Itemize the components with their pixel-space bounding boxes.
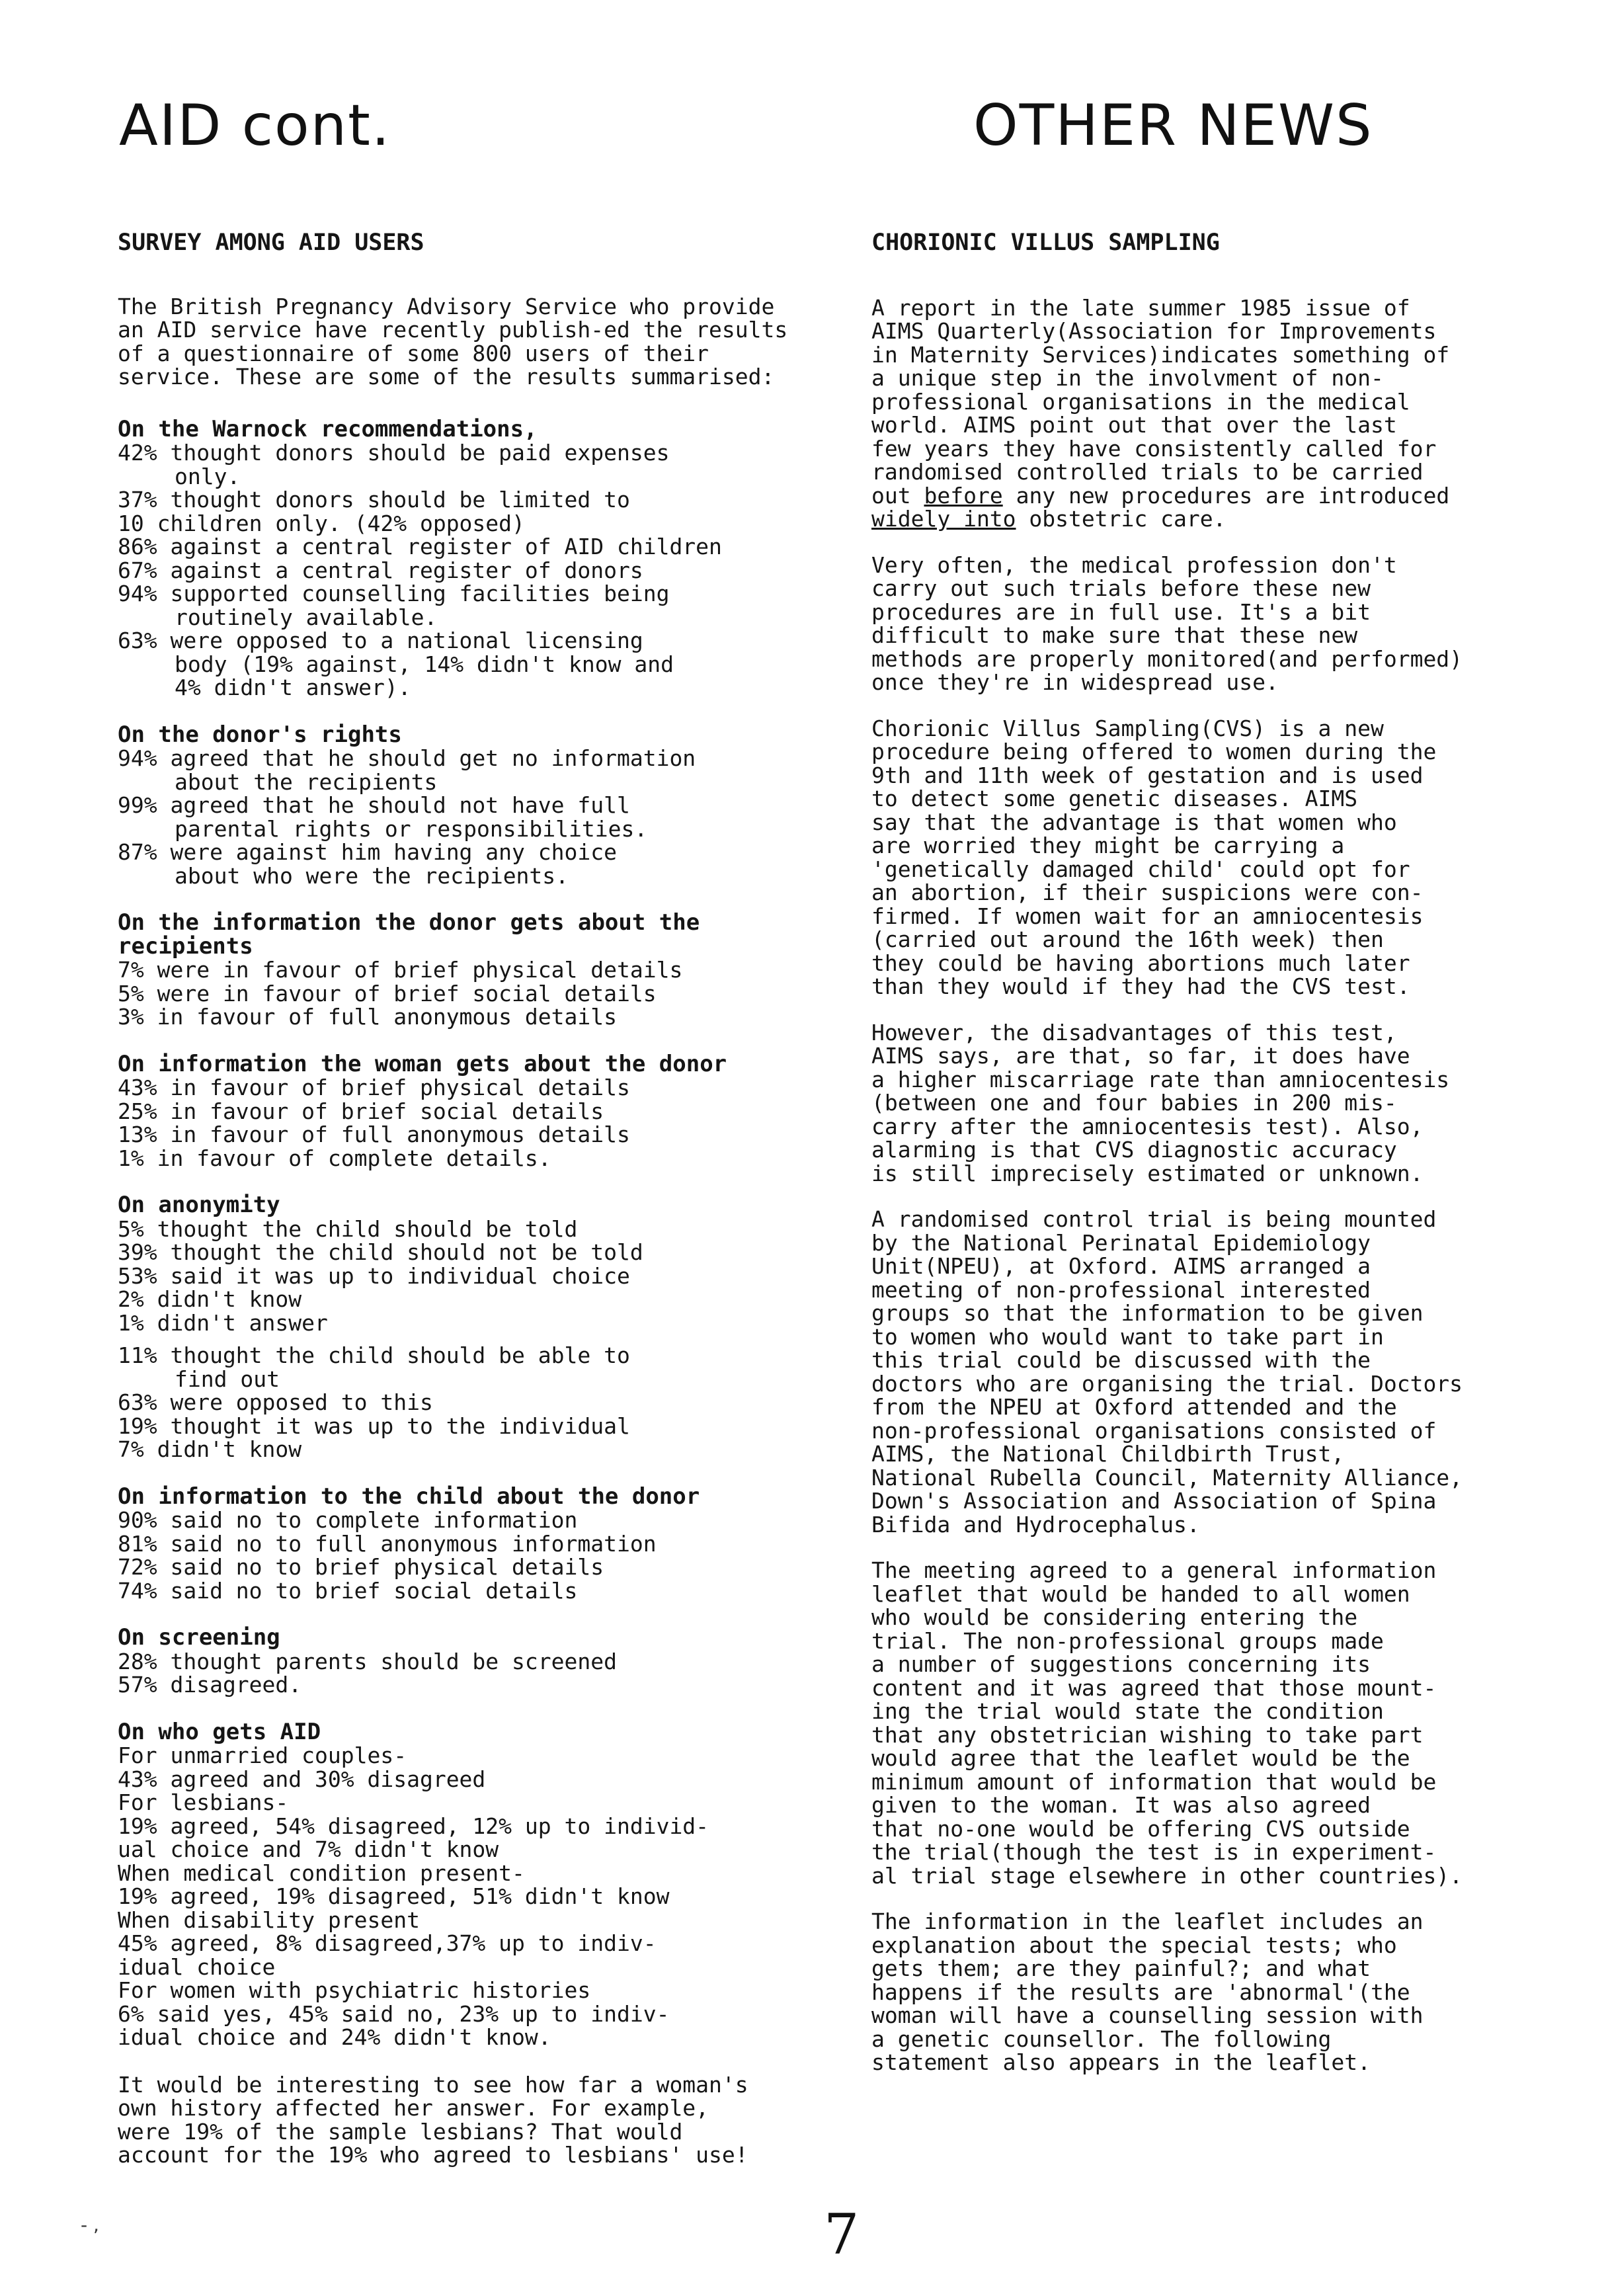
section-child-info bbox=[118, 1485, 805, 1603]
stat-line: 7% didn't know bbox=[118, 1436, 302, 1462]
section-who-gets-aid bbox=[118, 1718, 805, 2050]
stat-line: 43% in favour of brief physical details bbox=[118, 1075, 630, 1100]
text-line: ing the trial would state the condition bbox=[871, 1698, 1384, 1724]
page-number: 7 bbox=[824, 2202, 860, 2267]
stat-line: 74% said no to brief social details bbox=[118, 1577, 578, 1604]
text-line: Bifida and Hydrocephalus. bbox=[871, 1511, 1200, 1538]
stat-line: 5% thought the child should be told bbox=[118, 1215, 578, 1242]
stat-line: 7% were in favour of brief physical details bbox=[118, 957, 683, 983]
stat-line: ual choice and 7% didn't know bbox=[118, 1836, 499, 1862]
text-line: say that the advantage is that women who bbox=[871, 809, 1397, 835]
stat-line: 19% agreed, 19% disagreed, 51% didn't know bbox=[118, 1883, 670, 1909]
right-column bbox=[871, 231, 1533, 2097]
stat-line: For lesbians- bbox=[118, 1789, 289, 1815]
text-line: this trial could be discussed with the bbox=[871, 1347, 1371, 1373]
stat-line: 43% agreed and 30% disagreed bbox=[118, 1766, 486, 1792]
stat-line: When disability present bbox=[118, 1906, 420, 1933]
text-line bbox=[871, 507, 1533, 531]
text-line: than they would if they had the CVS test. bbox=[871, 973, 1410, 999]
text-line: non-professional organisations consisted of bbox=[871, 1417, 1437, 1444]
stat-line: 42% thought donors should be paid expenses bbox=[118, 440, 670, 466]
stat-line: 63% were opposed to a national licensing bbox=[118, 628, 643, 653]
text-line: few years they have consistently called for bbox=[871, 435, 1437, 462]
stat-line: body (19% against, 14% didn't know and bbox=[175, 651, 674, 677]
text-line: National Rubella Council, Maternity Alliance, bbox=[871, 1464, 1463, 1491]
text-line: once they're in widespread use. bbox=[871, 669, 1279, 695]
stat-line: 53% said it was up to individual choice bbox=[118, 1262, 630, 1289]
text-line: 9th and 11th week of gestation and is used bbox=[871, 762, 1424, 788]
text-line: groups so that the information to be given bbox=[871, 1300, 1424, 1326]
text-line: that no-one would be offering CVS outside bbox=[871, 1815, 1410, 1842]
text-line: 'genetically damaged child' could opt for bbox=[871, 856, 1410, 882]
section-donor-rights bbox=[118, 723, 805, 888]
survey-intro: The British Pregnancy Advisory Service who provide an AID service have recently publish-ed the results of a questionnaire of some 800 users of their service. These are some of the results summarised: bbox=[118, 293, 788, 390]
stat-line: When medical condition present- bbox=[118, 1860, 525, 1886]
stat-line: 25% in favour of brief social details bbox=[118, 1098, 604, 1124]
text-line: they could be having abortions much later bbox=[871, 950, 1410, 976]
text-line: a number of suggestions concerning its bbox=[871, 1651, 1371, 1677]
text-line: a higher miscarriage rate than amniocentesis bbox=[871, 1066, 1450, 1092]
text-line: AIMS says, are that, so far, it does have bbox=[871, 1043, 1410, 1069]
section-heading: On the Warnock recommendations, bbox=[118, 415, 538, 442]
text-line: firmed. If women wait for an amniocentesis bbox=[871, 903, 1424, 929]
stat-line: 87% were against him having any choice bbox=[118, 839, 617, 865]
stat-line: 5% were in favour of brief social details bbox=[118, 980, 657, 1006]
stat-line: For unmarried couples- bbox=[118, 1742, 407, 1768]
text-line: (carried out around the 16th week) then bbox=[871, 926, 1384, 952]
stat-line: 99% agreed that he should not have full bbox=[118, 792, 630, 818]
left-section-heading: AID cont. bbox=[119, 93, 391, 159]
section-warnock bbox=[118, 415, 805, 700]
stat-line: 57% disagreed. bbox=[118, 1672, 302, 1698]
text-line: The meeting agreed to a general information bbox=[871, 1557, 1437, 1583]
text-line: woman will have a counselling session with bbox=[871, 2002, 1424, 2028]
stat-line: find out bbox=[175, 1366, 280, 1392]
text-line: Very often, the medical profession don't bbox=[871, 552, 1397, 578]
stat-line: 28% thought parents should be screened bbox=[118, 1648, 617, 1674]
text-line: a unique step in the involvment of non- bbox=[871, 365, 1384, 391]
stat-line: 67% against a central register of donors bbox=[118, 557, 643, 583]
stat-line: 13% in favour of full anonymous details bbox=[118, 1122, 630, 1147]
left-column bbox=[118, 231, 805, 2191]
text-line: It would be interesting to see how far a woman's bbox=[118, 2071, 748, 2098]
text-line: world. AIMS point out that over the last bbox=[871, 412, 1397, 438]
text-line: in Maternity Services)indicates something of bbox=[871, 341, 1450, 368]
text-line: meeting of non-professional interested bbox=[871, 1276, 1371, 1303]
stat-line: For women with psychiatric histories bbox=[118, 1977, 591, 2003]
text-line: statement also appears in the leaflet. bbox=[871, 2049, 1371, 2075]
stat-line: 37% thought donors should be limited to bbox=[118, 487, 630, 512]
cvs-paragraph-1 bbox=[871, 296, 1533, 531]
stat-line: about the recipients bbox=[175, 768, 438, 795]
text-line: carry out such trials before these new bbox=[871, 575, 1371, 601]
right-section-heading: OTHER NEWS bbox=[973, 93, 1373, 159]
text-line: given to the woman. It was also agreed bbox=[871, 1792, 1371, 1818]
stat-line: 81% said no to full anonymous information bbox=[118, 1530, 657, 1557]
stat-line: 94% agreed that he should get no information bbox=[118, 745, 696, 771]
text-line: carry after the amniocentesis test). Also, bbox=[871, 1113, 1424, 1139]
cvs-paragraph-5 bbox=[871, 1208, 1533, 1536]
stat-line: 3% in favour of full anonymous details bbox=[118, 1004, 617, 1030]
text-line: content and it was agreed that those mount- bbox=[871, 1674, 1437, 1701]
text-line: trial. The non-professional groups made bbox=[871, 1627, 1384, 1654]
text-line: AIMS Quarterly(Association for Improvements bbox=[871, 318, 1437, 344]
text-line: The information in the leaflet includes an bbox=[871, 1908, 1424, 1934]
text-line: Unit(NPEU), at Oxford. AIMS arranged a bbox=[871, 1253, 1371, 1279]
text-line: Down's Association and Association of Spina bbox=[871, 1488, 1437, 1514]
text-line: would agree that the leaflet would be the bbox=[871, 1745, 1410, 1771]
closing-comment bbox=[118, 2073, 805, 2167]
section-woman-info bbox=[118, 1050, 805, 1171]
text-line: procedures are in full use. It's a bit bbox=[871, 598, 1371, 625]
stat-line: 90% said no to complete information bbox=[118, 1507, 578, 1533]
text-line: that any obstetrician wishing to take part bbox=[871, 1721, 1424, 1748]
stat-line: routinely available. bbox=[175, 604, 438, 630]
text-line: doctors who are organising the trial. Doctors bbox=[871, 1370, 1463, 1397]
stat-line: 94% supported counselling facilities being bbox=[118, 581, 670, 606]
stat-line: 39% thought the child should not be told bbox=[118, 1239, 643, 1265]
text-line: a genetic counsellor. The following bbox=[871, 2026, 1332, 2052]
text-line: A randomised control trial is being mounted bbox=[871, 1206, 1437, 1232]
cvs-paragraph-3 bbox=[871, 717, 1533, 999]
text-line: from the NPEU at Oxford attended and the bbox=[871, 1394, 1397, 1420]
text-line: A report in the late summer 1985 issue of bbox=[871, 294, 1410, 321]
stat-line: idual choice bbox=[118, 1953, 276, 1980]
section-heading: On the information the donor gets about the recipients bbox=[118, 909, 700, 960]
text-line: leaflet that would be handed to all women bbox=[871, 1580, 1410, 1607]
stat-line: 6% said yes, 45% said no, 23% up to indiv- bbox=[118, 2000, 670, 2027]
section-anonymity bbox=[118, 1194, 805, 1461]
text-line: who would be considering entering the bbox=[871, 1604, 1358, 1630]
stat-line: 86% against a central register of AID children bbox=[118, 534, 722, 559]
stat-line: about who were the recipients. bbox=[175, 862, 569, 889]
cvs-paragraph-2 bbox=[871, 554, 1533, 694]
text-line: happens if the results are 'abnormal'(the bbox=[871, 1979, 1410, 2005]
text-fragment: obstetric care. bbox=[1016, 506, 1226, 532]
section-heading: On information to the child about the donor bbox=[118, 1483, 700, 1510]
text-fragment: any new procedures are introduced bbox=[1002, 482, 1450, 509]
stat-line: 19% thought it was up to the individual bbox=[118, 1413, 630, 1439]
stat-line: parental rights or responsibilities. bbox=[175, 815, 648, 842]
cvs-paragraph-7 bbox=[871, 1910, 1533, 2074]
cvs-paragraph-4 bbox=[871, 1021, 1533, 1186]
section-donor-info bbox=[118, 911, 805, 1029]
survey-title: SURVEY AMONG AID USERS bbox=[118, 229, 424, 256]
section-heading: On anonymity bbox=[118, 1192, 280, 1218]
cvs-title: CHORIONIC VILLUS SAMPLING bbox=[871, 229, 1220, 256]
text-line: by the National Perinatal Epidemiology bbox=[871, 1229, 1371, 1256]
text-line: minimum amount of information that would be bbox=[871, 1768, 1437, 1795]
text-line: to detect some genetic diseases. AIMS bbox=[871, 786, 1358, 811]
underlined-widely-into: widely into bbox=[871, 506, 1016, 532]
section-heading: On information the woman gets about the donor bbox=[118, 1050, 727, 1077]
underlined-before: before bbox=[924, 482, 1003, 509]
stat-line: 1% didn't answer bbox=[118, 1309, 328, 1336]
scan-mark: - , bbox=[81, 2214, 99, 2236]
text-line: alarming is that CVS diagnostic accuracy bbox=[871, 1137, 1397, 1163]
text-line: are worried they might be carrying a bbox=[871, 833, 1345, 858]
text-line: (between one and four babies in 200 mis- bbox=[871, 1090, 1397, 1116]
text-line: However, the disadvantages of this test, bbox=[871, 1019, 1397, 1046]
text-line: is still imprecisely estimated or unknown. bbox=[871, 1160, 1424, 1186]
text-line: professional organisations in the medical bbox=[871, 388, 1410, 415]
stat-line: 72% said no to brief physical details bbox=[118, 1554, 604, 1580]
stat-line: 11% thought the child should be able to bbox=[118, 1342, 630, 1368]
stat-line: 2% didn't know bbox=[118, 1286, 302, 1312]
cvs-paragraph-6 bbox=[871, 1559, 1533, 1887]
text-line: an abortion, if their suspicions were con- bbox=[871, 880, 1424, 905]
text-line: AIMS, the National Childbirth Trust, bbox=[871, 1441, 1345, 1467]
text-line bbox=[871, 484, 1533, 508]
stat-line: 19% agreed, 54% disagreed, 12% up to individ- bbox=[118, 1813, 709, 1839]
section-heading: On who gets AID bbox=[118, 1718, 321, 1745]
section-heading: On the donor's rights bbox=[118, 721, 402, 748]
text-line: explanation about the special tests; who bbox=[871, 1932, 1397, 1958]
stat-line: 4% didn't answer). bbox=[175, 675, 411, 700]
text-line: were 19% of the sample lesbians? That would bbox=[118, 2118, 683, 2145]
text-line: methods are properly monitored(and performed) bbox=[871, 645, 1463, 672]
stat-line: only. bbox=[175, 463, 241, 489]
section-screening bbox=[118, 1626, 805, 1697]
text-line: the trial(though the test is in experiment- bbox=[871, 1839, 1437, 1865]
stat-line: 1% in favour of complete details. bbox=[118, 1145, 551, 1171]
text-line: Chorionic Villus Sampling(CVS) is a new bbox=[871, 715, 1384, 741]
text-line: own history affected her answer. For example, bbox=[118, 2095, 709, 2121]
text-line: difficult to make sure that these new bbox=[871, 622, 1358, 648]
section-heading: On screening bbox=[118, 1624, 280, 1651]
text-line: al trial stage elsewhere in other countries). bbox=[871, 1862, 1463, 1889]
text-line: procedure being offered to women during the bbox=[871, 739, 1437, 764]
stat-line: 10 children only. (42% opposed) bbox=[118, 510, 525, 536]
text-line: to women who would want to take part in bbox=[871, 1323, 1384, 1350]
text-line: account for the 19% who agreed to lesbians' use! bbox=[118, 2142, 748, 2168]
text-line: gets them; are they painful?; and what bbox=[871, 1955, 1371, 1981]
stat-line: 63% were opposed to this bbox=[118, 1389, 433, 1415]
text-fragment: out bbox=[871, 482, 924, 509]
stat-line: 45% agreed, 8% disagreed,37% up to indiv- bbox=[118, 1930, 657, 1956]
stat-line: idual choice and 24% didn't know. bbox=[118, 2024, 551, 2050]
text-line: randomised controlled trials to be carried bbox=[871, 459, 1424, 485]
